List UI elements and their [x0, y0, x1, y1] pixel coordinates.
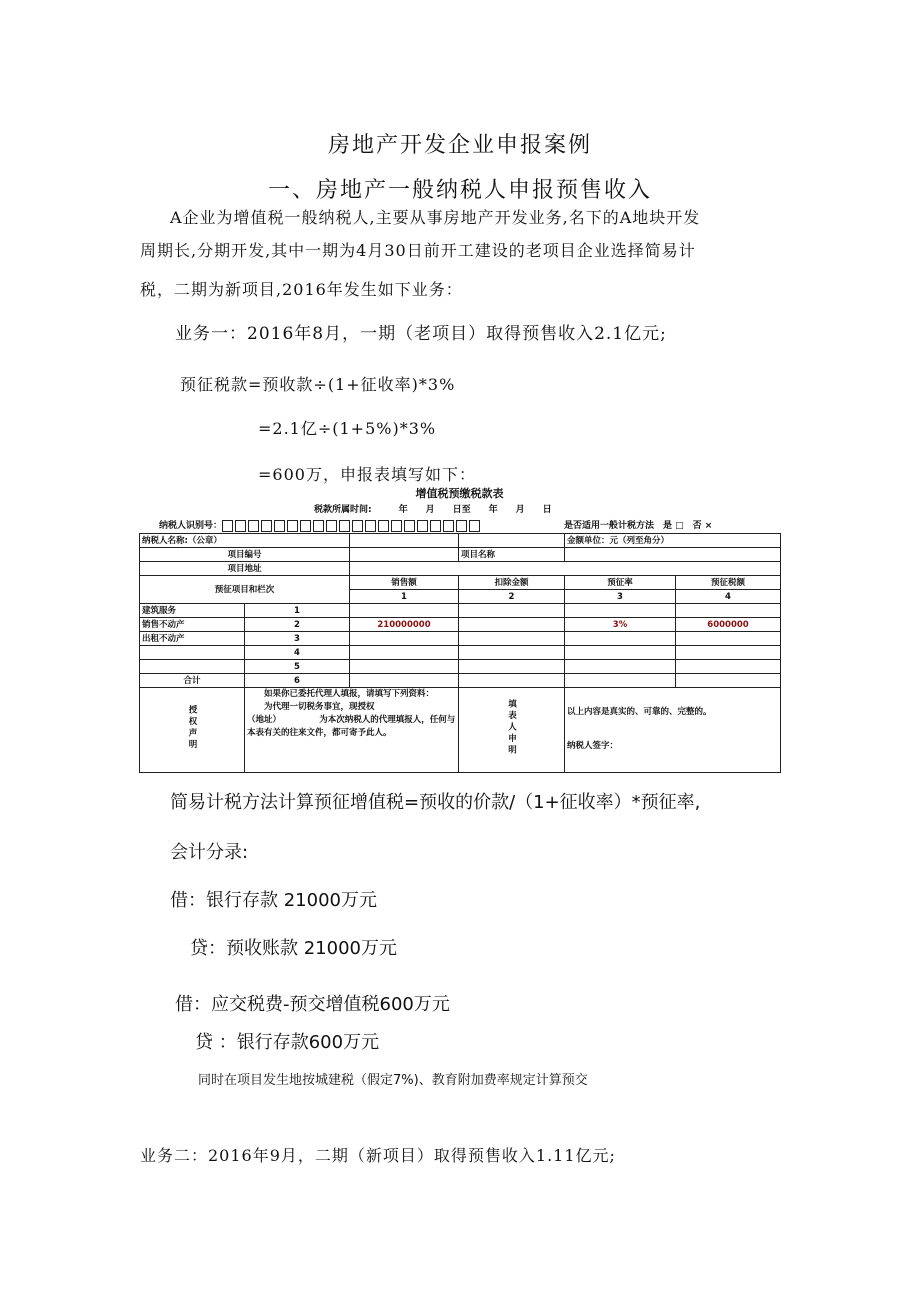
auth-line: 为代理一切税务事宜，现授权	[247, 702, 375, 712]
project-no-label: 项目编号	[140, 548, 350, 562]
project-name-field[interactable]	[565, 548, 781, 562]
auth-line: （地址） 为本次纳税人的代理填报人，任何与本表有关的往来文件，都可寄予此人。	[247, 715, 456, 738]
cell-item: 出租不动产	[140, 632, 245, 646]
cell-tax[interactable]: 6000000	[676, 618, 781, 632]
project-addr-label: 项目地址	[140, 562, 350, 576]
business-1: 业务一：2016年8月，一期（老项目）取得预售收入2.1亿元;	[175, 324, 667, 344]
id-digit-box[interactable]	[274, 520, 285, 532]
col-num: 3	[565, 590, 676, 604]
table-row	[140, 618, 781, 632]
business-2: 业务二：2016年9月，二期（新项目）取得预售收入1.11亿元;	[140, 1146, 616, 1165]
cell-deduct[interactable]	[459, 632, 565, 646]
id-digit-box[interactable]	[404, 520, 415, 532]
calc-line: =600万，申报表填写如下：	[258, 465, 476, 484]
project-no-field[interactable]	[350, 548, 459, 562]
col-num: 1	[350, 590, 459, 604]
table-row	[140, 646, 781, 660]
id-digit-box[interactable]	[417, 520, 428, 532]
cell-deduct[interactable]	[459, 618, 565, 632]
cell-item	[140, 646, 245, 660]
entry: 贷 ：银行存款600万元	[195, 1032, 380, 1053]
cell-no: 5	[245, 660, 350, 674]
cell-item: 销售不动产	[140, 618, 245, 632]
cell-rate[interactable]	[565, 632, 676, 646]
cell-item: 合计	[140, 674, 245, 688]
entry: 贷：预收账款 21000万元	[190, 938, 397, 959]
id-digit-box[interactable]	[261, 520, 272, 532]
col-header: 预征率	[565, 576, 676, 590]
id-digit-box[interactable]	[365, 520, 376, 532]
calc-line: =2.1亿÷(1+5%)*3%	[258, 419, 437, 438]
taxpayer-id-label: 纳税人识别号：	[159, 521, 223, 531]
doc-title: 房地产开发企业申报案例	[327, 133, 592, 158]
id-digit-box[interactable]	[391, 520, 402, 532]
filer-label-text: 填表人申明	[506, 699, 517, 757]
id-digit-box[interactable]	[456, 520, 467, 532]
cell-deduct[interactable]	[459, 660, 565, 674]
auth-text	[245, 688, 459, 773]
table-row	[140, 604, 781, 618]
id-digit-box[interactable]	[469, 520, 480, 532]
id-digit-box[interactable]	[235, 520, 246, 532]
cell-tax[interactable]	[676, 604, 781, 618]
id-digit-box[interactable]	[287, 520, 298, 532]
cell-rate[interactable]	[565, 646, 676, 660]
cell-item	[140, 660, 245, 674]
auth-label-text: 授权声明	[187, 704, 197, 751]
general-method: 是否适用一般计税方法 是 □ 否 ×	[564, 521, 713, 531]
id-digit-box[interactable]	[300, 520, 311, 532]
col-num: 4	[676, 590, 781, 604]
id-digit-box[interactable]	[430, 520, 441, 532]
form-period: 税款所属时间: 年 月 日至 年 月 日	[314, 505, 552, 515]
auth-label	[140, 688, 245, 773]
cell-sales[interactable]	[350, 674, 459, 688]
id-digit-box[interactable]	[378, 520, 389, 532]
intro-line: 税，二期为新项目,2016年发生如下业务：	[140, 280, 463, 299]
id-digit-box[interactable]	[443, 520, 454, 532]
id-digit-box[interactable]	[339, 520, 350, 532]
items-header: 预征项目和栏次	[140, 576, 350, 604]
form-table	[139, 533, 781, 773]
entry: 借：应交税费-预交增值税600万元	[175, 994, 450, 1015]
id-digit-box[interactable]	[222, 520, 233, 532]
calc-line: 预征税款=预收款÷(1+征收率)*3%	[180, 375, 456, 394]
entries-label: 会计分录:	[170, 842, 249, 863]
cell-no: 3	[245, 632, 350, 646]
note: 同时在项目发生地按城建税（假定7%)、教育附加费率规定计算预交	[198, 1073, 588, 1088]
cell-item: 建筑服务	[140, 604, 245, 618]
filer-label	[459, 688, 565, 773]
cell-tax[interactable]	[676, 632, 781, 646]
sign-label: 纳税人签字：	[567, 741, 619, 751]
formula: 简易计税方法计算预征增值税=预收的价款/（1+征收率）*预征率,	[170, 792, 701, 813]
id-digit-box[interactable]	[313, 520, 324, 532]
col-num: 2	[459, 590, 565, 604]
cell-sales[interactable]	[350, 632, 459, 646]
cell-sales[interactable]	[350, 660, 459, 674]
id-digit-box[interactable]	[326, 520, 337, 532]
filer-text: 以上内容是真实的、可靠的、完整的。	[567, 707, 712, 717]
vat-prepayment-form	[139, 485, 780, 757]
taxpayer-name-label: 纳税人名称:（公章）	[140, 534, 350, 548]
cell-tax[interactable]	[676, 660, 781, 674]
cell-rate[interactable]	[565, 660, 676, 674]
auth-line: 如果你已委托代理人填报，请填写下列资料：	[247, 689, 435, 699]
cell-no: 2	[245, 618, 350, 632]
project-addr-field[interactable]	[350, 562, 781, 576]
cell-sales[interactable]	[350, 604, 459, 618]
table-row	[140, 632, 781, 646]
entry: 借：银行存款 21000万元	[170, 890, 377, 911]
cell-sales[interactable]	[350, 646, 459, 660]
cell-no: 6	[245, 674, 350, 688]
cell-no: 1	[245, 604, 350, 618]
form-title: 增值税预缴税款表	[415, 487, 504, 500]
section-heading: 一、房地产一般纳税人申报预售收入	[267, 178, 652, 203]
col-header: 预征税额	[676, 576, 781, 590]
cell-deduct[interactable]	[459, 604, 565, 618]
cell-rate[interactable]	[565, 604, 676, 618]
col-header: 扣除金额	[459, 576, 565, 590]
id-digit-box[interactable]	[248, 520, 259, 532]
cell-tax[interactable]	[676, 674, 781, 688]
intro-line: A企业为增值税一般纳税人,主要从事房地产开发业务,名下的A地块开发	[170, 208, 701, 227]
cell-rate[interactable]: 3%	[565, 618, 676, 632]
project-name-label: 项目名称	[459, 548, 565, 562]
cell-deduct[interactable]	[459, 674, 565, 688]
filer-statement	[565, 688, 781, 773]
id-digit-box[interactable]	[352, 520, 363, 532]
table-row	[140, 674, 781, 688]
cell-deduct[interactable]	[459, 646, 565, 660]
unit-label: 金额单位：元（列至角分）	[565, 534, 781, 548]
cell-no: 4	[245, 646, 350, 660]
table-row	[140, 660, 781, 674]
taxpayer-id-row	[159, 518, 482, 532]
cell-tax[interactable]	[676, 646, 781, 660]
taxpayer-id-boxes[interactable]	[222, 521, 482, 531]
intro-line: 周期长,分期开发,其中一期为4月30日前开工建设的老项目企业选择简易计	[140, 241, 696, 260]
col-header: 销售额	[350, 576, 459, 590]
cell-sales[interactable]: 210000000	[350, 618, 459, 632]
cell-rate[interactable]	[565, 674, 676, 688]
